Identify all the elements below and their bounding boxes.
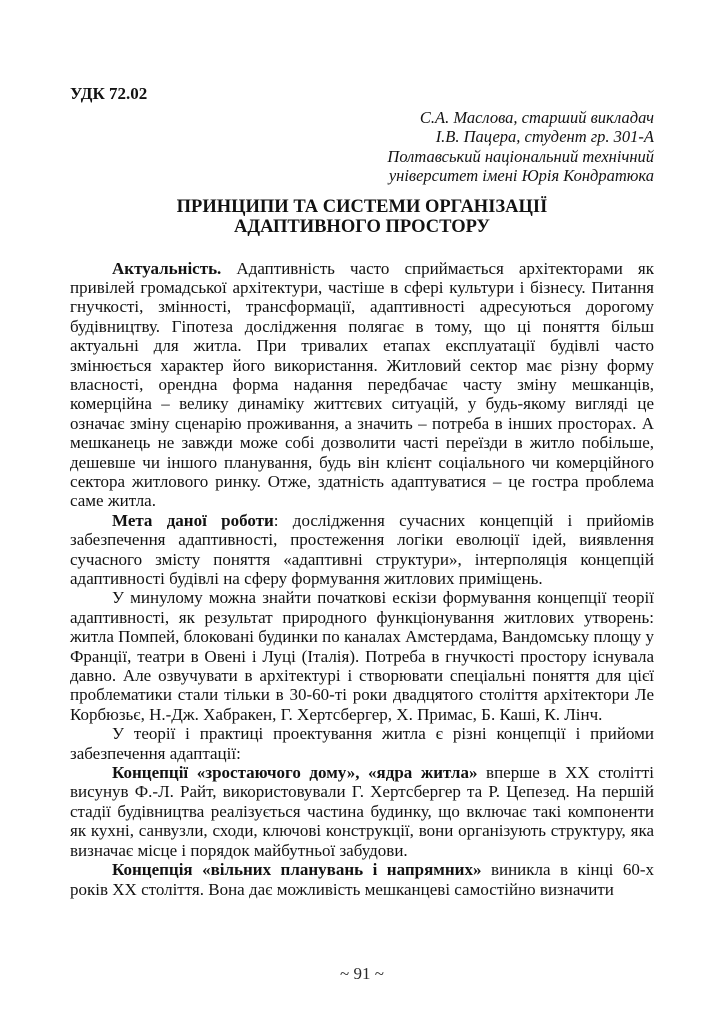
author-line: Полтавський національний технічний: [387, 146, 654, 166]
paragraph-text: Адаптивність часто сприймається архітекторами як привілей громадської архітектури, частіше в сфері культури і бізнесу. Питання гнучкості, змінності, трансформації, адаптивності адресуються дорогому будівництву. Гіпотеза дослідження полягає в тому, що ці поняття більш актуальні для житла. При тривалих етапах експлуатації будівлі часто змінюється характер його використання. Житловий сектор має різну форму власності, орендна форма надання передбачає часту зміну мешканців, комерційна – велику динаміку життєвих ситуацій, у будь-якому вигляді це означає зміну сценарію проживання, а значить – потреба в інших просторах. А мешканець не завжди може собі дозволити часті переїзди в житло побільше, дешевше чи іншого планування, будь він клієнт соціального чи комерційного сектора житлового ринку. Отже, здатність адаптуватися – це гостра проблема саме житла.: [70, 258, 654, 511]
paragraph: [70, 259, 654, 511]
author-line: С.А. Маслова, старший викладач: [419, 107, 654, 127]
paragraph-text: : дослідження сучасних концепцій і прийомів забезпечення адаптивності, простеження логіки еволюції ідей, виявлення сучасного змісту поняття «адаптивні структури», інтерполяція концепцій адаптивності будівлі на сферу формування житлових приміщень.: [70, 510, 654, 588]
paragraph-lead: Концепції «зростаючого дому», «ядра житла»: [112, 763, 478, 783]
author-line: І.В. Пацера, студент гр. 301-А: [435, 127, 654, 146]
paragraph: [70, 588, 654, 724]
author-line: університет імені Юрія Кондратюка: [388, 166, 654, 185]
paragraph-text: У теорії і практиці проектування житла є різні концепції і прийоми забезпечення адаптації:: [70, 724, 654, 763]
paragraph-text: вперше в ХХ столітті висунув Ф.-Л. Райт, використовували Г. Хертсбергер та Р. Цепезед. На першій стадії будівництва реалізується частина будинку, що включає такі компоненти як кухні, санвузли, сходи, ключові конструкції, вони організують структуру, яка визначає місце і порядок майбутньої забудови.: [70, 763, 654, 860]
page-number: ~ 91 ~: [340, 964, 384, 983]
article-body: [70, 259, 654, 899]
paragraph-text: виникла в кінці 60-х років ХХ століття. Вона дає можливість мешканцеві самостійно визначити: [70, 860, 655, 899]
paragraph: [70, 860, 654, 899]
page-title: [70, 197, 654, 237]
page-title-line2: АДАПТИВНОГО ПРОСТОРУ: [233, 216, 490, 237]
paragraph: [70, 724, 654, 763]
page-title-line1: ПРИНЦИПИ ТА СИСТЕМИ ОРГАНІЗАЦІЇ: [176, 196, 548, 217]
paragraph: [70, 763, 654, 860]
paragraph: [70, 511, 654, 589]
udc-code: УДК 72.02: [70, 84, 148, 103]
paragraph-lead: Актуальність.: [112, 258, 222, 278]
paragraph-lead: Мета даної роботи: [112, 510, 274, 530]
paragraph-lead: Концепція «вільних планувань і напрямних»: [112, 860, 482, 880]
author-block: [70, 108, 654, 186]
paragraph-text: У минулому можна знайти початкові ескізи формування концепції теорії адаптивності, як результат природного функціонування житлових утворень: житла Помпей, блоковані будинки по каналах Амстердама, Вандомську площу у Франції, театри в Овені і Луці (Італія). Потреба в гнучкості простору існувала давно. Але озвучувати в архітектурі і створювати спеціальні поняття для цієї проблематики стали тільки в 30-60-ті роки двадцятого століття архітектори Ле Корбюзьє, Н.-Дж. Хабракен, Г. Хертсбергер, Х. Примас, Б. Каші, К. Лінч.: [70, 588, 654, 724]
